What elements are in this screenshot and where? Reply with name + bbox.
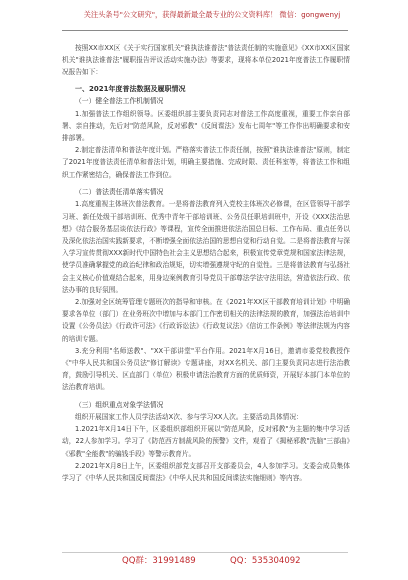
header-divider — [62, 30, 348, 31]
promo-banner-text: 关注头条号"公文研究"，获得最新最全最专业的公文资料库！ 微信：gongwenyj — [83, 10, 341, 19]
promo-banner — [62, 10, 362, 20]
body-paragraph: 1.2021年X月14日下午，区委组织部组织开展以"防范风险，反对邪教"为主题的集中学习活动，22人参加学习。学习了《防范西方制裁风险的预警》文件，观看了《揭秘邪教"洗脑"三部曲》《邪教"全能教"的骗钱手段》等警示教育片。 — [62, 425, 350, 458]
qq-group-number: QQ群：31991489 — [122, 556, 196, 566]
footer-divider — [62, 552, 348, 553]
subsection-heading: （二）普法责任清单落实情况 — [75, 187, 164, 196]
body-paragraph: 1.高度重视主体班次普法教育。一是将普法教育列入党校主体班次必修课，在区管领导干部学习班、新任处级干部培训班、优秀中青年干部培训班、公务员任职培训班中，开设《XXX法治思想》《结合服务基层谈依法行政》等课程，宣传全面推进依法治国总目标、工作布局、重点任务以及深化依法治国实践新要求，不断增强全面依法治国的思想自觉和行动自觉。二是将普法教育与深入学习宣传贯彻XXX新时代中国特色社会主义思想结合起来，积极宣传党章党规和国家法律法规，使学员准确掌握党的政治纪律和政治规矩，切实增强遵规守纪的自觉性。三是将普法教育与弘扬社会主义核心价值观结合起来，用身边案例教育引导党员干部尊法学法守法用法，营造依法行政、依法办事的良好氛围。 — [62, 200, 350, 294]
intro-paragraph: 按照XX市XX区《关于实行国家机关"谁执法谁普法"普法责任制的实施意见》《XX市XX区国家机关"谁执法谁普法"履职报告评议活动实施办法》等要求，现将本单位2021年度普法工作履职情况报告如下： — [62, 44, 350, 77]
body-paragraph: 3.充分利用"名师送教"、"XX干部讲堂"平台作用。2021年X月16日，邀请市委党校教授作《"中华人民共和国公务员法"修订解读》专题讲座，对XX名机关、部门主要负责同志进行法治教育，鼓励引导机关、区直部门（单位）积极申请法治教育方面的优质师资，开展好本部门本单位的法治教育培训。 — [62, 346, 350, 392]
document-body — [62, 42, 350, 484]
qq-number: QQ：535304092 — [230, 556, 301, 566]
body-paragraph: 2.制定普法清单和普法年度计划。严格落实普法工作责任制，按照"谁执法谁普法"原则，制定了2021年度普法责任清单和普法计划，明确主要措施、完成时限、责任科室等，将普法工作和组织工作紧密结合，确保普法工作到位。 — [62, 146, 350, 179]
body-paragraph: 2.2021年X月8日上午，区委组织部党支部召开支部委员会，4人参加学习。支委会成员集体学习了《中华人民共和国反间谍法》《中华人民共和国反间谍法实施细则》等内容。 — [62, 461, 350, 483]
body-paragraph: 2.加强对全区统筹管理专题班次的指导和审核。在《2021年XX区干部教育培训计划》中明确要求各单位（部门）在业务班次中增加与本部门工作密切相关的法律法规的教育，加强法治培训中设置《公务员法》《行政许可法》《行政诉讼法》《行政复议法》《信访工作条例》等法律法规为内容的培训专题。 — [62, 297, 350, 343]
subsection-heading: （一）健全普法工作机制情况 — [75, 97, 164, 106]
body-paragraph: 组织开展国家工作人员学法活动X次、参与学习XX人次。主要活动具体情况： — [75, 413, 303, 422]
body-paragraph: 1.加强普法工作组织领导。区委组织部主要负责同志对普法工作高度重视，重要工作亲自部署、亲自推动，先后对"防范风险，反对邪教"《反间谍法》发布七周年"等工作作出明确要求和安排部署。 — [62, 109, 350, 143]
subsection-heading: （三）组织重点对象学法情况 — [75, 400, 164, 409]
section-heading: 一、2021年度普法数据及履职情况 — [75, 84, 186, 93]
